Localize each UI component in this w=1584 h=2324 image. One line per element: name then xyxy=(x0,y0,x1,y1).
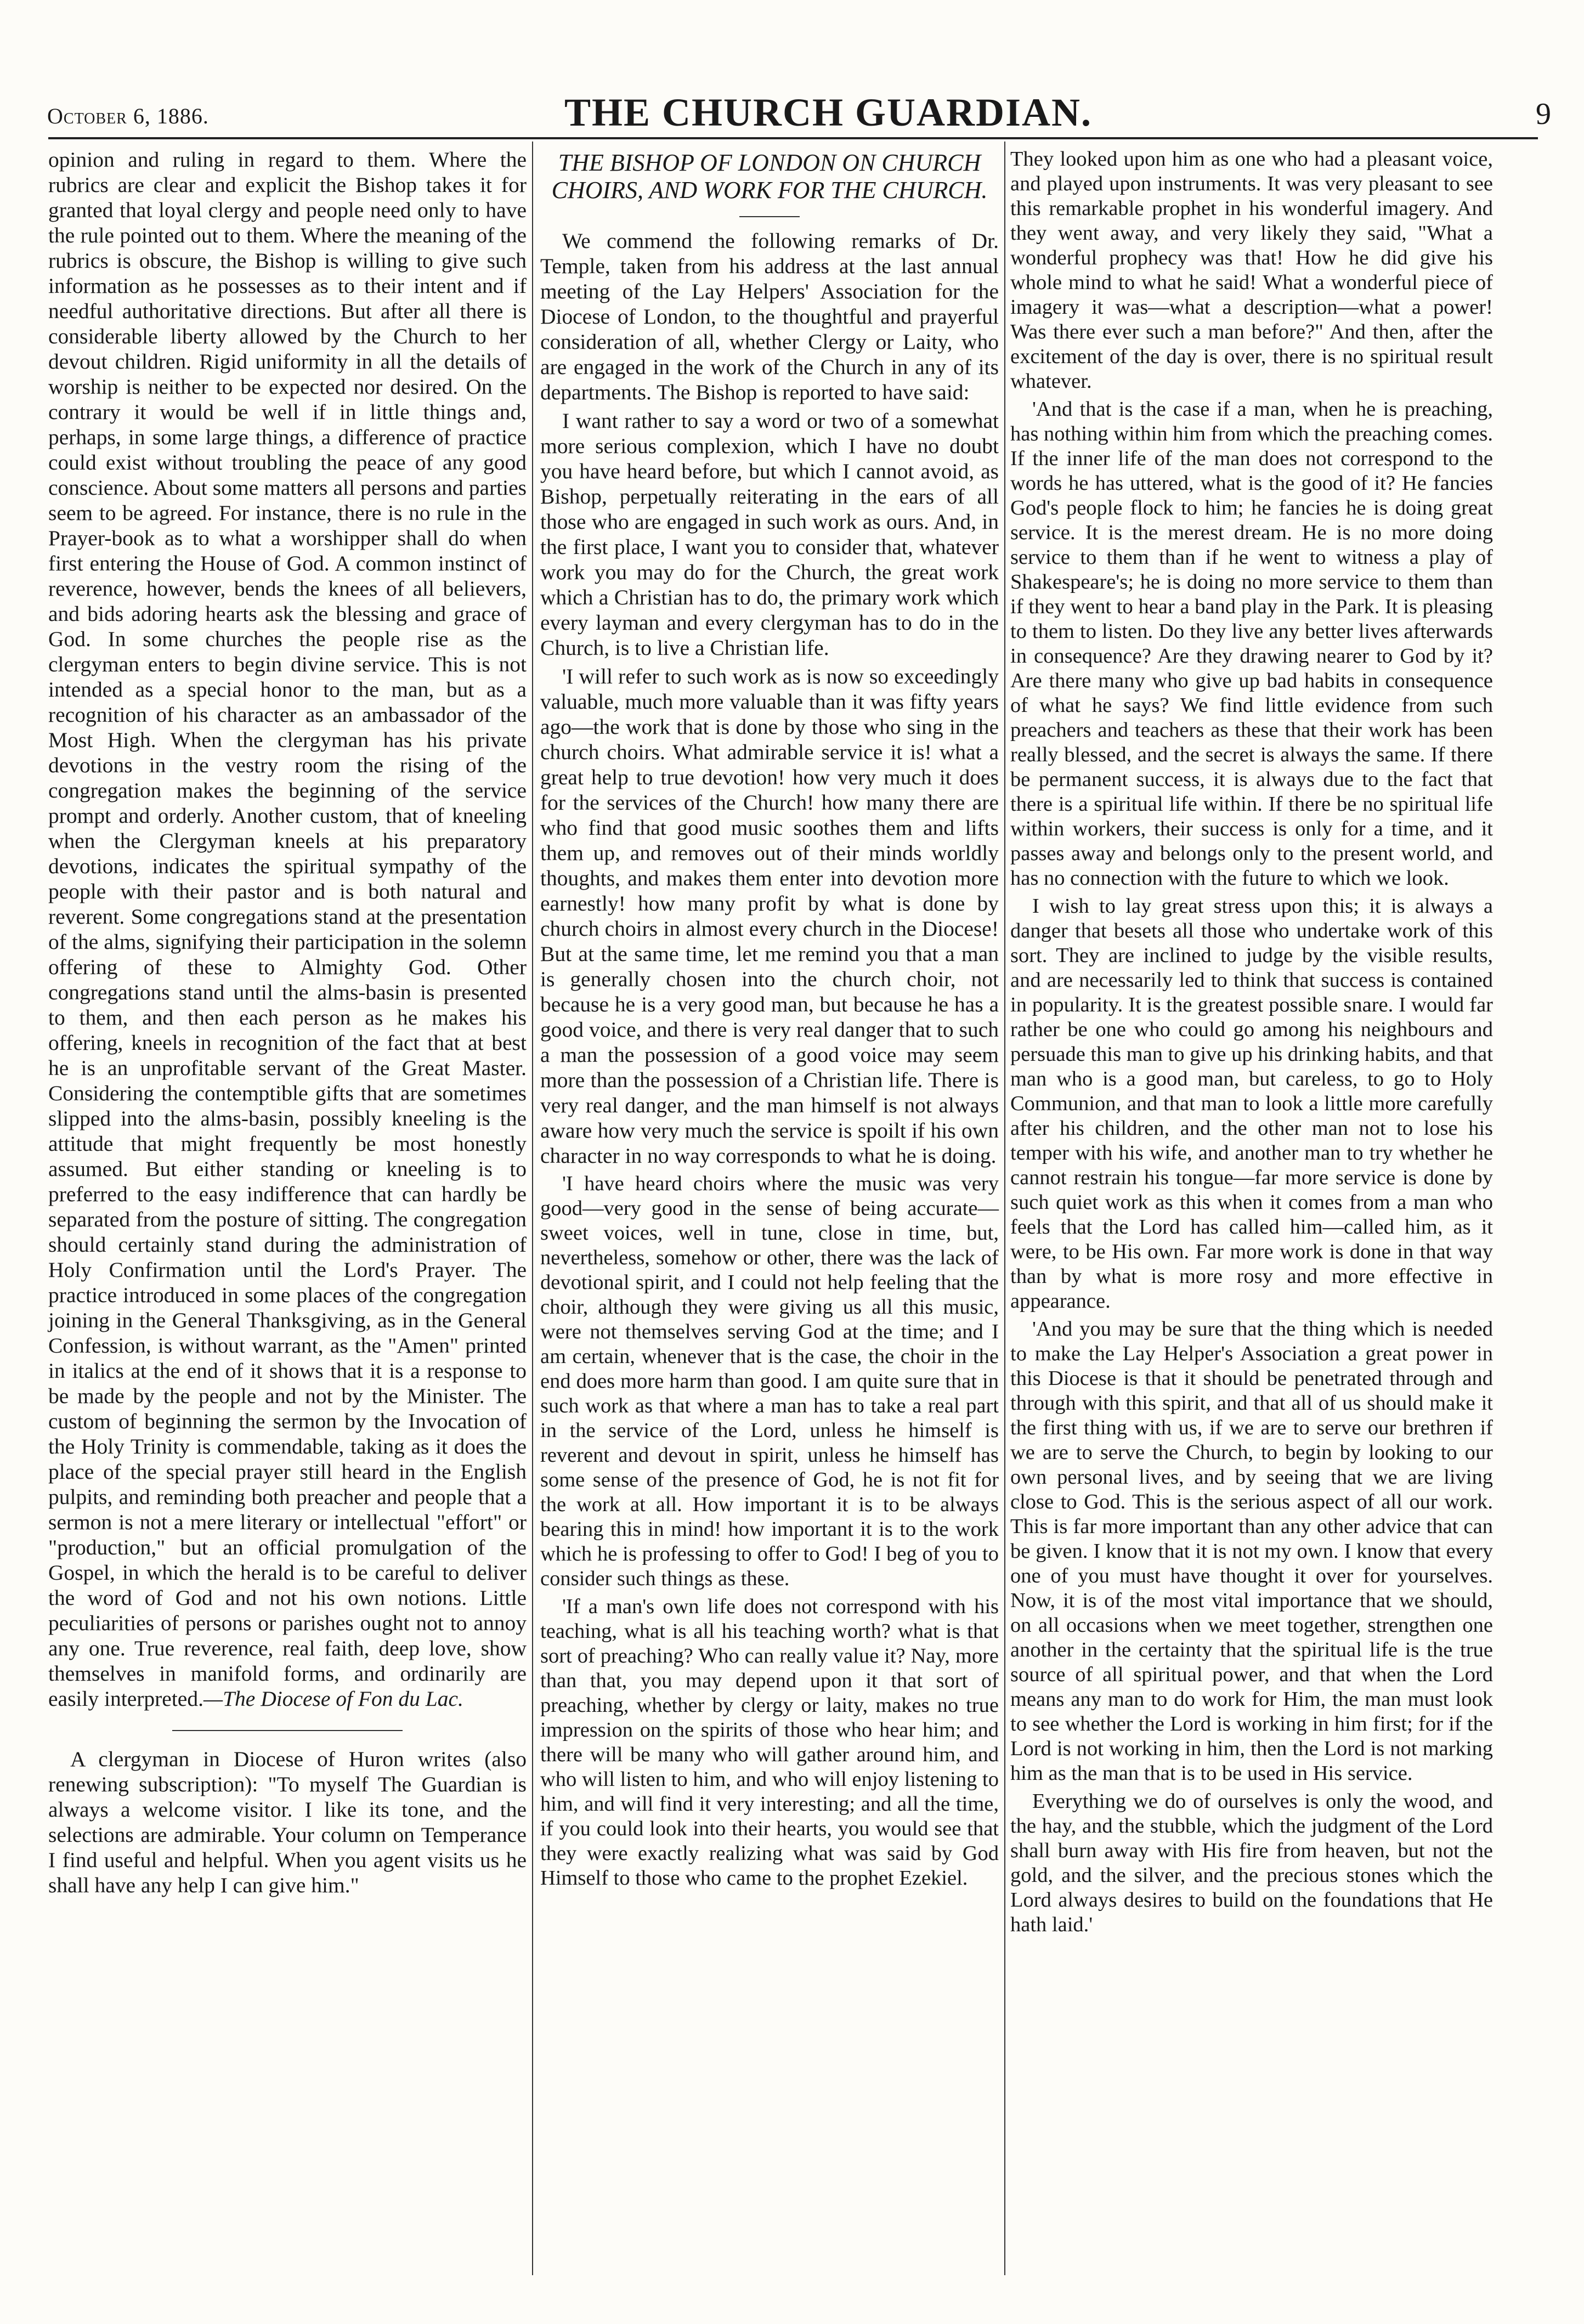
letter-paragraph: A clergyman in Diocese of Huron writes (also renewing subscription): "To myself The Guardian is always a welcome visitor. I like its tone, and the selections are admirable. Your column on Temperance I find useful and helpful. When you agent visits us he shall have any help I can give him." xyxy=(48,1747,527,1897)
column-2 xyxy=(540,147,999,1894)
article-headline: THE BISHOP OF LONDON ON CHURCH CHOIRS, AND WORK FOR THE CHURCH. xyxy=(551,149,988,203)
article-paragraph: 'I have heard choirs where the music was very good—very good in the sense of being accurate—sweet voices, well in tune, close in time, but, nevertheless, somehow or other, there was the lack of devotional spirit, and I could not help feeling that the choir, although they were giving us all this music, were not themselves serving God at the time; and I am certain, whenever that is the case, the choir in the end does more harm than good. I am quite sure that in such work as that where a man has to take a real part in the service of the Lord, unless he himself is reverent and devout in spirit, unless he himself has some sense of the presence of God, he is not fit for the work at all. How important it is to be always bearing this in mind! how important it is to the work which he is professing to offer to God! I beg of you to consider such things as these. xyxy=(540,1172,999,1590)
column-1 xyxy=(48,147,527,1901)
masthead xyxy=(44,88,1584,137)
article-paragraph: Everything we do of ourselves is only the wood, and the hay, and the stubble, which the judgment of the Lord shall burn away with His fire from heaven, but not the gold, and the silver, and the precious stones which the Lord always desires to build on the foundations that He hath laid.' xyxy=(1010,1790,1493,1936)
section-rule xyxy=(172,1730,403,1731)
paragraph-text: opinion and ruling in regard to them. Where the rubrics are clear and explicit the Bishop takes it for granted that loyal clergy and people need only to have the rule pointed out to them. Where the meaning of the rubrics is obscure, the Bishop is willing to give such information as he possesses as to their intent and if needful authoritative directions. But after all there is considerable liberty allowed by the Church to her devout children. Rigid uniformity in all the details of worship is neither to be expected nor desired. On the contrary it would be well if in little things and, perhaps, in some large things, a difference of practice could exist without troubling the peace of any good conscience. About some matters all persons and parties seem to be agreed. For instance, there is no rule in the Prayer-book as to what a worshipper shall do when first entering the House of God. A common instinct of reverence, however, bends the knees of all believers, and bids adoring hearts ask the blessing and grace of God. In some churches the people rise as the clergyman enters to begin divine service. This is not intended as a special honor to the man, but as a recognition of his character as an ambassador of the Most High. When the clergyman has his private devotions in the vestry room the rising of the congregation makes the beginning of the service prompt and orderly. Another custom, that of kneeling when the Clergyman kneels at his preparatory devotions, indicates the spiritual sympathy of the people with their pastor and is both natural and reverent. Some congregations stand at the presentation of the alms, signifying their participation in the solemn offering of these to Almighty God. Other congregations stand until the alms-basin is presented to them, and then each person as he makes his offering, kneels in recognition of the fact that at best he is an unprofitable servant of the Great Master. Considering the contemptible gifts that are sometimes slipped into the alms-basin, possibly kneeling is the attitude that might frequently be most honestly assumed. But either standing or kneeling is to preferred to the easy indifference that can hardly be separated from the posture of sitting. The congregation should certainly stand during the administration of Holy Confirmation until the Lord's Prayer. The practice introduced in some places of the congregation joining in the General Thanksgiving, as in the General Confession, is without warrant, as the "Amen" printed in italics at the end of it shows that it is a response to be made by the people and not by the Minister. The custom of beginning the sermon by the Invocation of the Holy Trinity is commendable, taking as it does the place of the special prayer still heard in the English pulpits, and reminding both preacher and people that a sermon is not a mere literary or intellectual "effort" or "production," but an official promulgation of the Gospel, in which the herald is to be careful to deliver the word of God and not his own notions. Little peculiarities of persons or parishes ought not to annoy any one. True reverence, real faith, deep love, show themselves in manifold forms, and ordinarily are easily interpreted. xyxy=(48,148,527,1711)
article-paragraph: 'If a man's own life does not correspond with his teaching, what is all his teaching worth? what is that sort of preaching? Who can really value it? Nay, more than that, you may depend upon it that sort of preaching, whether by clergy or laity, makes no true impression on the spirits of those who hear him; and there will be many who will gather around him, and who will listen to him, and who will enjoy listening to him, and will find it very interesting; and all the time, if you could look into their hearts, you would see that they were exactly realizing what was said by God Himself to those who came to the prophet Ezekiel. xyxy=(540,1595,999,1890)
column-divider-2 xyxy=(1004,142,1005,2275)
masthead-rule xyxy=(48,137,1538,139)
column-divider-1 xyxy=(532,142,533,2275)
issue-date: October 6, 1886. xyxy=(47,104,209,128)
article-paragraph: We commend the following remarks of Dr. Temple, taken from his address at the last annual meeting of the Lay Helpers' Association for the Diocese of London, to the thoughtful and prayerful consideration of all, whether Clergy or Laity, who are engaged in the work of the Church in any of its departments. The Bishop is reported to have said: xyxy=(540,229,999,404)
article-paragraph: I wish to lay great stress upon this; it is always a danger that besets all those who undertake work of this sort. They are inclined to judge by the visible results, and are necessarily led to think that success is contained in popularity. It is the greatest possible snare. I would far rather be one who could go among his neighbours and persuade this man to give up his drinking habits, and that man who is a good man, but careless, to go to Holy Communion, and that man to look a little more carefully after his children, and the other man not to lose his temper with his wife, and another man to try whether he cannot restrain his tongue—far more service is done by such quiet work as this when it comes from a man who feels that the Lord has called him—called him, as it were, to be His own. Far more work is done in that way than by what is more rosy and more effective in appearance. xyxy=(1010,895,1494,1313)
newspaper-title: THE CHURCH GUARDIAN. xyxy=(564,91,1093,134)
article-source: —The Diocese of Fon du Lac. xyxy=(203,1687,463,1711)
article-paragraph: I want rather to say a word or two of a somewhat more serious complexion, which I have no doubt you have heard before, but which I cannot avoid, as Bishop, perpetually reiterating in the ears of all those who are engaged in such work as ours. And, in the first place, I want you to consider that, whatever work you may do for the Church, the great work which a Christian has to do, the primary work which every layman and every clergyman has to do in the Church, is to live a Christian life. xyxy=(540,409,999,660)
article-paragraph: They looked upon him as one who had a pleasant voice, and played upon instruments. It was very pleasant to see this remarkable prophet in his wonderful imagery. And they went away, and very likely they said, "What a wonderful prophecy was that! How he did give his whole mind to what he said! What a wonderful piece of imagery it was—what a description—what a power! Was there ever such a man before?" And then, after the excitement of the day is over, there is no spiritual result whatever. xyxy=(1010,148,1493,393)
headline-rule xyxy=(739,216,800,217)
column-3 xyxy=(1010,147,1493,1941)
article-paragraph: 'And that is the case if a man, when he is preaching, has nothing within him from which the preaching comes. If the inner life of the man does not correspond to the words he has uttered, what is the good of it? He fancies God's people flock to him; he fancies he is doing great service. It is the merest dream. He is no more doing service to them than if he went to witness a play of Shakespeare's; he is doing no more service to them than if they went to hear a band play in the Park. It is pleasing to them to listen. Do they live any better lives afterwards in consequence? Are they drawing nearer to God by it? Are there many who give up bad habits in consequence of what he says? We find little evidence from such preachers and teachers as these that their work has been really blessed, and the secret is always the same. If there be permanent success, it is always due to the fact that there is a spiritual life within. If there be no spiritual life within workers, their success is only for a time, and it passes away and belongs only to the present world, and has no connection with the future to which we look. xyxy=(1010,398,1493,890)
article-paragraph: 'And you may be sure that the thing which is needed to make the Lay Helper's Association a great power in this Diocese is that it should be penetrated through and through with this spirit, and that all of us should make it the first thing with us, if we are to serve our brethren if we are to serve the Church, to begin by looking to our own personal lives, and by seeing that we are living close to God. This is the serious aspect of all our work. This is far more important than any other advice that can be given. I know that it is not my own. I know that every one of you must have thought it over for yourselves. Now, it is of the most vital importance that we should, on all occasions when we meet together, strengthen one another in the certainty that the spiritual life is the true source of all spiritual power, and that when the Lord means any man to do work for Him, the man must look to see whether the Lord is working in him first; for if the Lord is not working in him, then the Lord is not marking him as the man that is to be used in His service. xyxy=(1010,1318,1493,1785)
article-paragraph xyxy=(48,147,527,1711)
article-paragraph: 'I will refer to such work as is now so exceedingly valuable, much more valuable than it was fifty years ago—the work that is done by those who sing in the church choirs. What admirable service it is! what a great help to true devotion! how very much it does for the services of the Church! how many there are who find that good music soothes them and lifts them up, and removes out of their minds worldly thoughts, and makes them enter into devotion more earnestly! how many profit by what is done by church choirs in almost every church in the Diocese! But at the same time, let me remind you that a man is generally chosen into the church choir, not because he is a very good man, but because he has a good voice, and there is very real danger that to such a man the possession of a good voice may seem more than the possession of a Christian life. There is very real danger, and the man himself is not always aware how very much the service is spoilt if his own character in no way corresponds to what he is doing. xyxy=(540,664,999,1168)
page-number: 9 xyxy=(1536,97,1551,131)
